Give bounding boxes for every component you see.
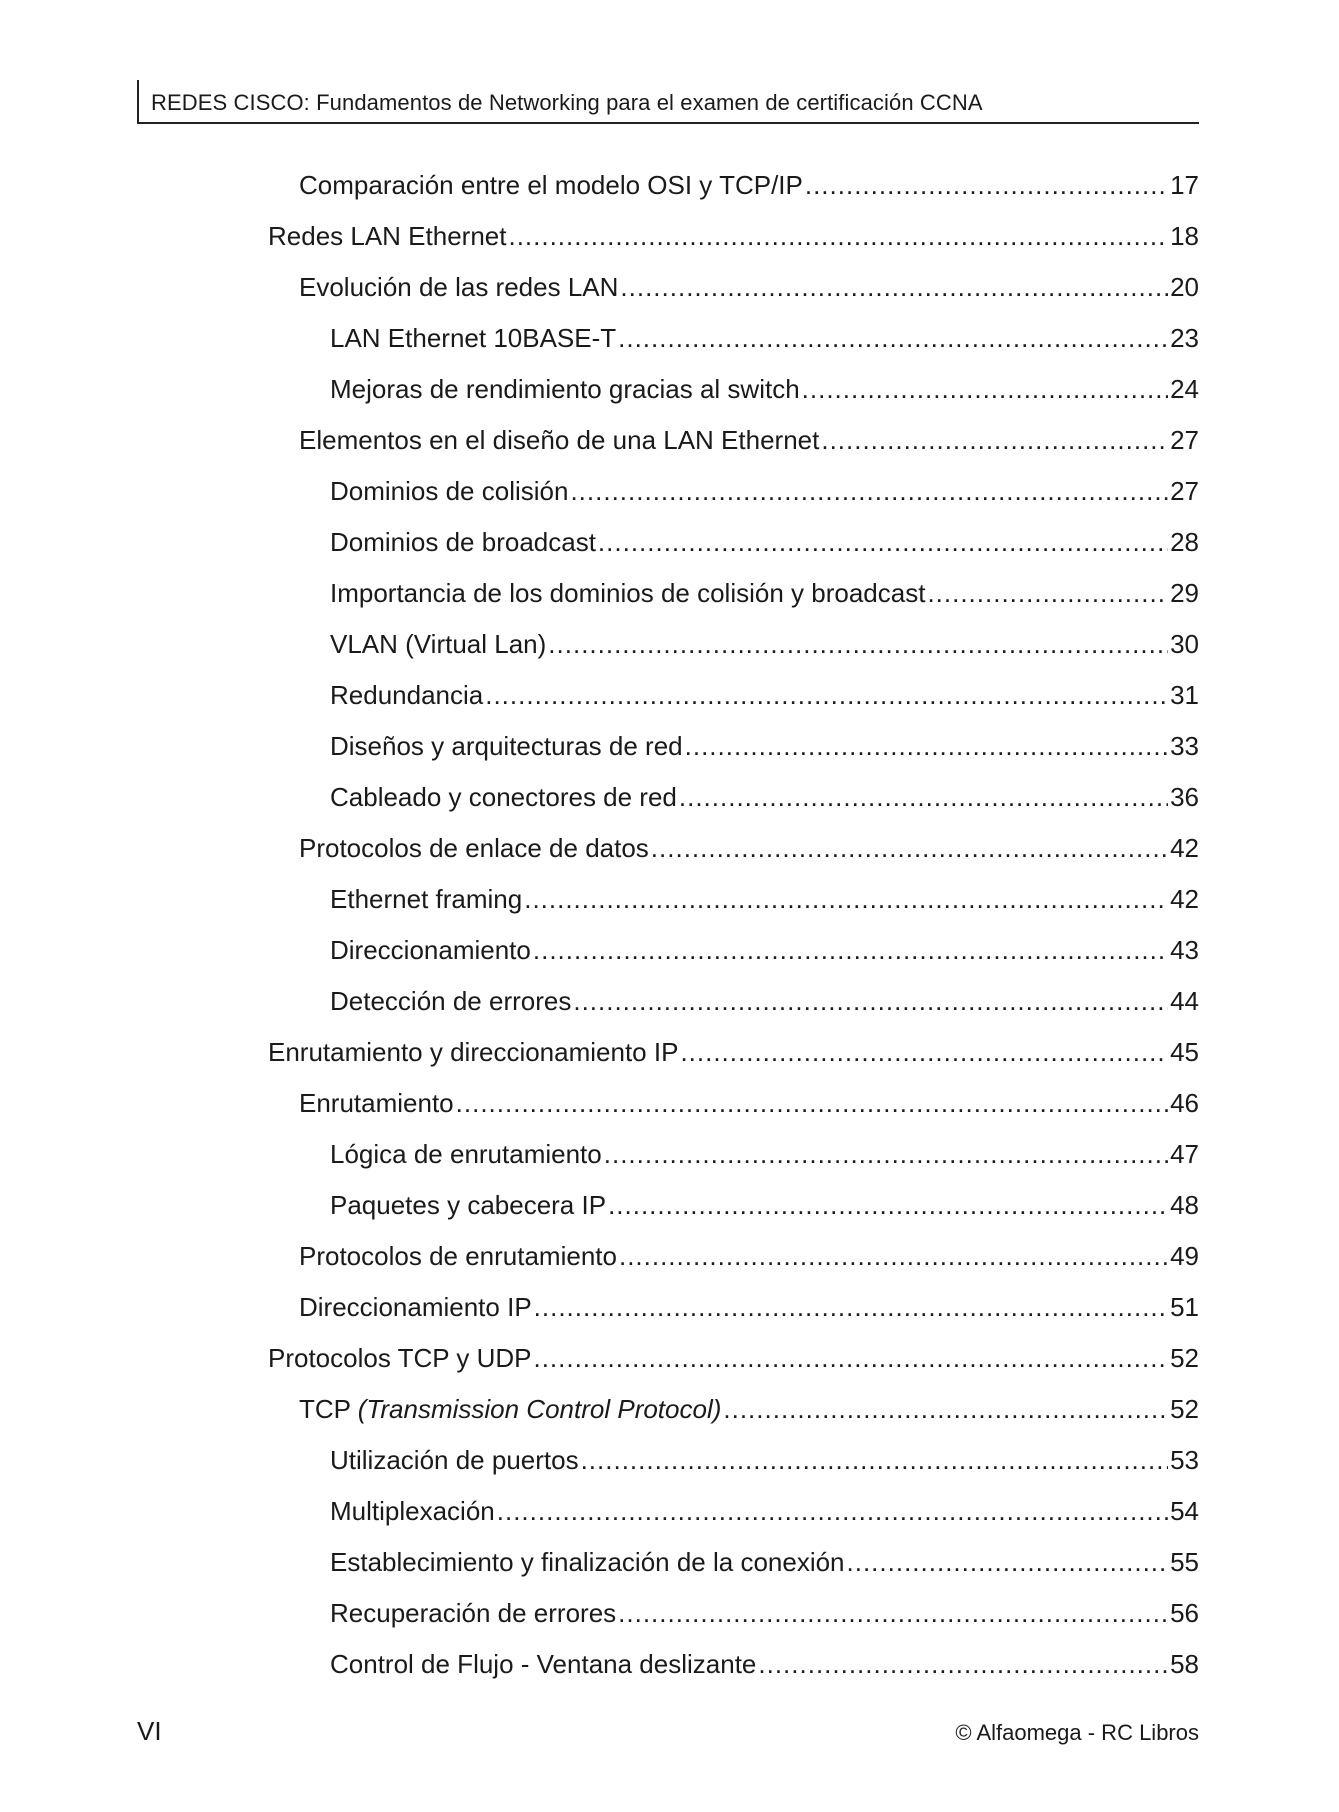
toc-entry-page: 55	[1170, 1547, 1199, 1577]
toc-entry[interactable]	[299, 415, 1199, 466]
toc-entry-title	[330, 619, 546, 670]
toc-entry-page: 44	[1170, 986, 1199, 1016]
toc-entry[interactable]	[268, 1333, 1199, 1384]
toc-entry[interactable]	[330, 925, 1199, 976]
toc-entry-title-text: Diseños y arquitecturas de red	[330, 731, 683, 761]
dot-leader	[608, 1180, 1168, 1231]
dot-leader	[805, 160, 1168, 211]
toc-entry-title	[330, 772, 677, 823]
toc-entry[interactable]	[299, 1384, 1199, 1435]
toc-entry-title-text: Protocolos TCP y UDP	[268, 1343, 532, 1373]
toc-entry-title-text: Lógica de enrutamiento	[330, 1139, 602, 1169]
toc-entry[interactable]	[330, 874, 1199, 925]
toc-entry[interactable]	[330, 1435, 1199, 1486]
dot-leader	[927, 568, 1168, 619]
toc-entry-title-text: Mejoras de rendimiento gracias al switch	[330, 374, 800, 404]
toc-entry[interactable]	[330, 466, 1199, 517]
toc-entry[interactable]	[268, 211, 1199, 262]
toc-entry-page: 27	[1170, 476, 1199, 506]
toc-entry[interactable]	[268, 1027, 1199, 1078]
dot-leader	[802, 364, 1168, 415]
toc-entry[interactable]	[299, 1282, 1199, 1333]
toc-entry-title-text: Protocolos de enrutamiento	[299, 1241, 617, 1271]
dot-leader	[604, 1129, 1168, 1180]
toc-entry-title-text: Redes LAN Ethernet	[268, 221, 507, 251]
dot-leader	[651, 823, 1168, 874]
toc-entry-title-text: Ethernet framing	[330, 884, 523, 914]
toc-entry-page: 46	[1170, 1088, 1199, 1118]
dot-leader	[497, 1486, 1168, 1537]
running-header	[137, 80, 1199, 124]
toc-entry-page: 42	[1170, 833, 1199, 863]
toc-entry-title	[330, 976, 571, 1027]
dot-leader	[847, 1537, 1169, 1588]
toc-entry-page: 33	[1170, 731, 1199, 761]
toc-entry-title	[330, 670, 483, 721]
toc-entry-title	[299, 1384, 721, 1435]
dot-leader	[821, 415, 1168, 466]
dot-leader	[456, 1078, 1168, 1129]
toc-entry-page: 20	[1170, 272, 1199, 302]
toc-entry-title-text: Importancia de los dominios de colisión y broadcast	[330, 578, 926, 608]
toc-entry-page: 23	[1170, 323, 1199, 353]
toc-entry-title-text: LAN Ethernet 10BASE-T	[330, 323, 617, 353]
dot-leader	[619, 1231, 1168, 1282]
toc-entry-title-text: Utilización de puertos	[330, 1445, 579, 1475]
dot-leader	[618, 313, 1168, 364]
toc-entry[interactable]	[299, 823, 1199, 874]
toc-entry-page: 18	[1170, 221, 1199, 251]
dot-leader	[618, 1588, 1168, 1639]
toc-entry-title	[268, 1333, 531, 1384]
toc-entry-page: 51	[1170, 1292, 1199, 1322]
toc-entry-title	[268, 1027, 678, 1078]
toc-entry[interactable]	[330, 1639, 1199, 1690]
toc-entry[interactable]	[330, 619, 1199, 670]
toc-entry-page: 36	[1170, 782, 1199, 812]
toc-entry-title-text: Direccionamiento IP	[299, 1292, 532, 1322]
toc-entry-title-text: Paquetes y cabecera IP	[330, 1190, 607, 1220]
toc-entry[interactable]	[330, 1537, 1199, 1588]
toc-entry[interactable]	[330, 721, 1199, 772]
toc-entry-title	[330, 568, 925, 619]
dot-leader	[485, 670, 1168, 721]
toc-entry-title-text: Comparación entre el modelo OSI y TCP/IP	[299, 170, 803, 200]
toc-entry-page: 42	[1170, 884, 1199, 914]
toc-entry[interactable]	[330, 313, 1199, 364]
toc-entry-title	[330, 1537, 845, 1588]
toc-entry-page: 27	[1170, 425, 1199, 455]
toc-entry-title-text: Evolución de las redes LAN	[299, 272, 619, 302]
toc-entry-page: 47	[1170, 1139, 1199, 1169]
toc-entry-title-text: Redundancia	[330, 680, 484, 710]
toc-entry-title	[330, 517, 596, 568]
dot-leader	[524, 874, 1168, 925]
toc-entry[interactable]	[330, 1486, 1199, 1537]
toc-entry-title-text: Control de Flujo - Ventana deslizante	[330, 1649, 757, 1679]
toc-entry-title	[299, 160, 803, 211]
dot-leader	[533, 1333, 1168, 1384]
toc-entry[interactable]	[330, 568, 1199, 619]
toc-entry-page: 52	[1170, 1394, 1199, 1424]
toc-entry-title	[330, 1486, 495, 1537]
dot-leader	[679, 772, 1168, 823]
toc-entry-title	[299, 262, 618, 313]
dot-leader	[685, 721, 1168, 772]
dot-leader	[680, 1027, 1168, 1078]
toc-entry-page: 58	[1170, 1649, 1199, 1679]
header-title: REDES CISCO: Fundamentos de Networking para el examen de certificación CCNA	[151, 90, 983, 115]
toc-entry-page: 49	[1170, 1241, 1199, 1271]
toc-entry-title	[330, 364, 800, 415]
toc-entry-page: 53	[1170, 1445, 1199, 1475]
toc-entry-title-text: Recuperación de errores	[330, 1598, 617, 1628]
toc-entry[interactable]	[330, 1180, 1199, 1231]
toc-entry-title-text: Detección de errores	[330, 986, 572, 1016]
toc-entry[interactable]	[330, 1129, 1199, 1180]
toc-entry-title-text: Enrutamiento y direccionamiento IP	[268, 1037, 679, 1067]
toc-entry-title-text: Multiplexación	[330, 1496, 495, 1526]
toc-entry-title	[330, 313, 616, 364]
publisher-credit: © Alfaomega - RC Libros	[955, 1720, 1199, 1745]
toc-entry[interactable]	[330, 976, 1199, 1027]
toc-entry-title-text: Direccionamiento	[330, 935, 531, 965]
page-number: VI	[137, 1716, 162, 1746]
toc-entry[interactable]	[299, 1231, 1199, 1282]
toc-entry-title-text: TCP	[299, 1394, 358, 1424]
toc-entry-title-text: Enrutamiento	[299, 1088, 454, 1118]
toc-entry[interactable]	[299, 1078, 1199, 1129]
toc-entry-title-text: Dominios de colisión	[330, 476, 569, 506]
dot-leader	[573, 976, 1168, 1027]
toc-entry-title	[299, 1231, 617, 1282]
toc-entry-title-text: Establecimiento y finalización de la conexión	[330, 1547, 845, 1577]
toc-entry-page: 29	[1170, 578, 1199, 608]
toc-entry-title	[299, 1282, 532, 1333]
toc-entry[interactable]	[330, 670, 1199, 721]
toc-entry[interactable]	[299, 262, 1199, 313]
toc-entry-title	[330, 721, 683, 772]
dot-leader	[620, 262, 1168, 313]
toc-entry-page: 30	[1170, 629, 1199, 659]
toc-entry-title	[330, 1588, 616, 1639]
dot-leader	[548, 619, 1168, 670]
toc-entry-title	[330, 925, 531, 976]
toc-entry-page: 54	[1170, 1496, 1199, 1526]
toc-entry-page: 17	[1170, 170, 1199, 200]
toc-entry-title-text: Dominios de broadcast	[330, 527, 596, 557]
dot-leader	[723, 1384, 1168, 1435]
toc-entry[interactable]	[330, 1588, 1199, 1639]
toc-entry-page: 48	[1170, 1190, 1199, 1220]
toc-entry-title-text: Protocolos de enlace de datos	[299, 833, 649, 863]
toc-entry-page: 43	[1170, 935, 1199, 965]
toc-entry-page: 24	[1170, 374, 1199, 404]
toc-entry-title	[330, 1129, 602, 1180]
toc-entry-title-text: VLAN (Virtual Lan)	[330, 629, 547, 659]
toc-entry-title	[268, 211, 506, 262]
toc-entry-title	[330, 1180, 606, 1231]
toc-entry-title	[330, 1639, 756, 1690]
toc-entry[interactable]	[330, 364, 1199, 415]
toc-entry-page: 31	[1170, 680, 1199, 710]
toc-entry-title	[299, 823, 649, 874]
dot-leader	[533, 925, 1168, 976]
toc-entry-title-text: Cableado y conectores de red	[330, 782, 677, 812]
toc-entry-title-text: Elementos en el diseño de una LAN Ethernet	[299, 425, 820, 455]
dot-leader	[598, 517, 1168, 568]
toc-entry[interactable]	[330, 772, 1199, 823]
toc-entry-title	[299, 1078, 454, 1129]
toc-entry-title-italic: (Transmission Control Protocol)	[357, 1394, 722, 1424]
toc-entry-page: 52	[1170, 1343, 1199, 1373]
dot-leader	[508, 211, 1168, 262]
dot-leader	[758, 1639, 1168, 1690]
toc-entry-page: 28	[1170, 527, 1199, 557]
toc-entry-page: 45	[1170, 1037, 1199, 1067]
toc-entry-title	[299, 415, 819, 466]
dot-leader	[570, 466, 1168, 517]
toc-entry-title	[330, 874, 522, 925]
dot-leader	[581, 1435, 1169, 1486]
toc-entry[interactable]	[330, 517, 1199, 568]
toc-entry-page: 56	[1170, 1598, 1199, 1628]
toc-entry[interactable]	[299, 160, 1199, 211]
toc-entry-title	[330, 466, 568, 517]
dot-leader	[534, 1282, 1168, 1333]
toc-entry-title	[330, 1435, 579, 1486]
